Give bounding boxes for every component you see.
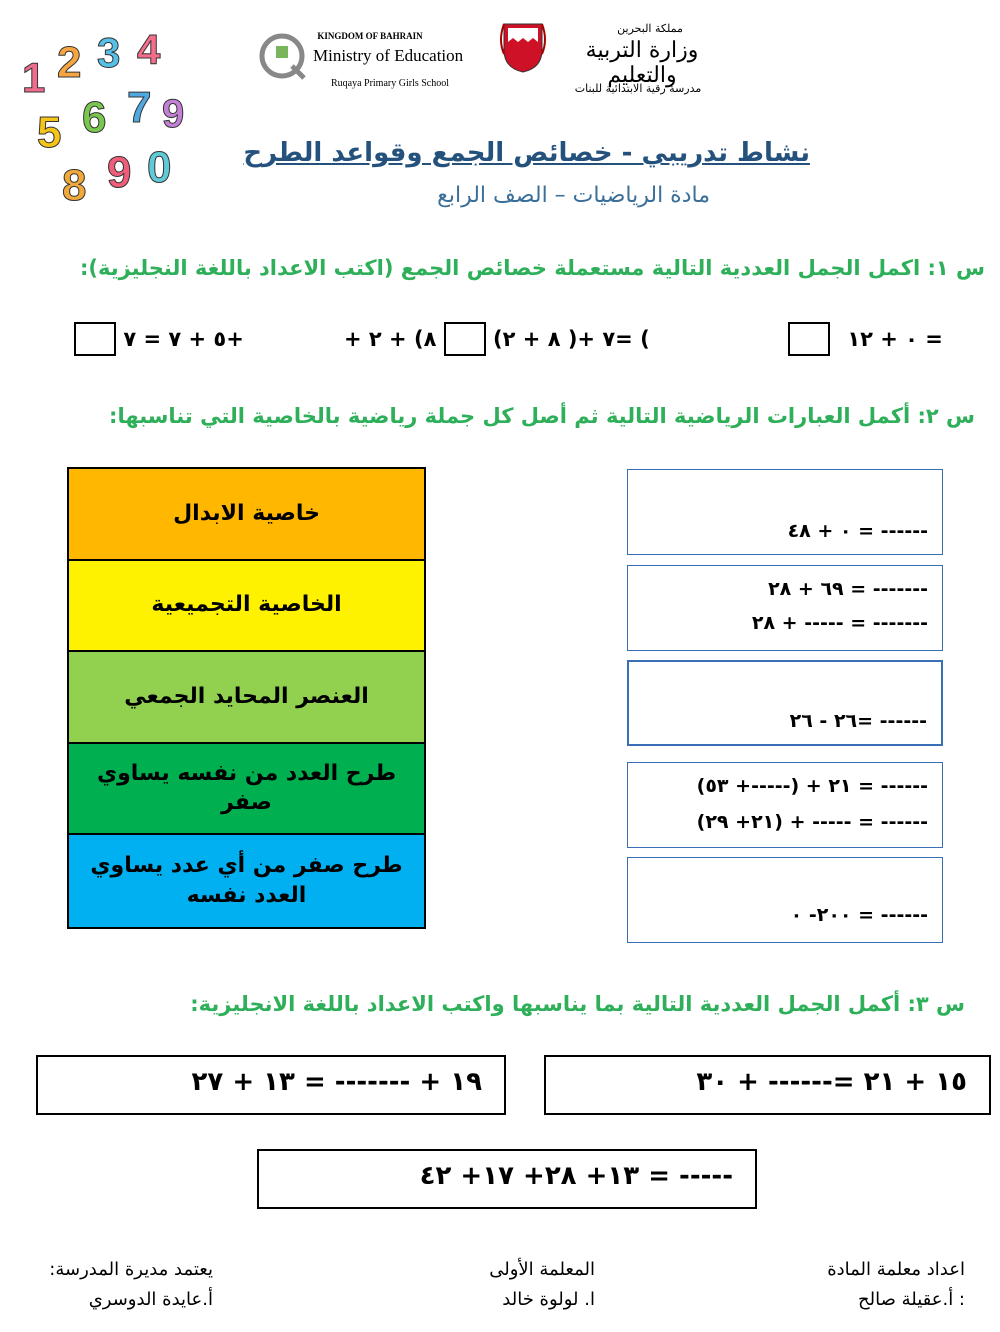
expression-line: ٠ + ٤٨ = ------ xyxy=(787,520,928,542)
expression-line: ٢٨ + ----- = ------- xyxy=(751,612,928,634)
art-digit: 9 xyxy=(107,148,132,197)
art-digit: 9 xyxy=(162,92,185,136)
q2-heading: س ٢: أكمل العبارات الرياضية التالية ثم أصل كل جملة رياضية بالخاصية التي تناسبها: xyxy=(109,404,975,428)
school-en: Ruqaya Primary Girls School xyxy=(330,78,450,89)
answer-box[interactable] xyxy=(74,322,116,356)
q3-eq-box[interactable] xyxy=(36,1055,506,1115)
signature-senior-teacher: المعلمة الأولى ا. لولوة خالد xyxy=(489,1259,595,1310)
q3-equation: ١٥ + ٢١ =------ + ٣٠ xyxy=(696,1067,967,1097)
ministry-en: Ministry of Education xyxy=(313,46,464,65)
properties-table xyxy=(67,467,426,929)
expression-box[interactable] xyxy=(627,660,943,746)
school-ar: مدرسة رقية الابتدائية للبنات xyxy=(574,82,702,95)
property-cell[interactable]: طرح العدد من نفسه يساوي صفر xyxy=(69,744,424,836)
q1-eq-right: ٠ + ١٢ = xyxy=(788,322,943,356)
q3-equation: ١٣+ ٢٨+ ١٧+ ٤٢ = ----- xyxy=(419,1161,733,1191)
answer-box[interactable] xyxy=(788,322,830,356)
art-digit: 8 xyxy=(62,161,87,210)
art-digit: 4 xyxy=(137,26,161,73)
expression-box[interactable] xyxy=(627,469,943,555)
property-cell[interactable]: خاصية الابدال xyxy=(69,469,424,561)
expression-box[interactable] xyxy=(627,565,943,651)
art-digit: 1 xyxy=(22,54,46,101)
kingdom-en: KINGDOM OF BAHRAIN xyxy=(317,31,423,41)
q1-eq-left: ٥ + ٧ = ٧+ xyxy=(74,322,244,356)
expression-line: ٢١ + (-----+ ٥٣) = ------ xyxy=(696,775,928,797)
art-digit: 5 xyxy=(37,108,62,157)
property-cell[interactable]: العنصر المحايد الجمعي xyxy=(69,652,424,744)
q3-eq-box[interactable] xyxy=(257,1149,757,1209)
q1-heading: س ١: اكمل الجمل العددية التالية مستعملة خصائص الجمع (اكتب الاعداد باللغة النجليزية): xyxy=(79,256,985,280)
kingdom-ar: مملكة البحرين xyxy=(617,22,683,35)
bahrain-emblem xyxy=(498,20,548,74)
art-digit: 0 xyxy=(147,143,172,192)
art-digit: 2 xyxy=(57,38,82,87)
expression-line: ٦٩ + ٢٨ = ------- xyxy=(768,578,928,600)
ministry-ar: وزارة التربية والتعليم xyxy=(585,38,699,88)
art-digit: 3 xyxy=(97,29,121,76)
art-digit: 7 xyxy=(127,83,152,132)
expression-line: ٢٦ - ٢٦= ------ xyxy=(789,710,927,732)
answer-box[interactable] xyxy=(444,322,486,356)
expression-line: ٢٠٠- ٠ = ------ xyxy=(790,904,928,926)
expression-line: (٢١+ ٢٩) + ----- = ------ xyxy=(696,811,928,833)
signature-principal: يعتمد مديرة المدرسة: أ.عايدة الدوسري xyxy=(49,1259,213,1310)
property-cell[interactable]: طرح صفر من أي عدد يساوي العدد نفسه xyxy=(69,835,424,927)
page-title: نشاط تدريبي - خصائص الجمع وقواعد الطرح xyxy=(243,138,810,168)
expression-box[interactable] xyxy=(627,857,943,943)
q3-heading: س ٣: أكمل الجمل العددية التالية بما يناسبها واكتب الاعداد باللغة الانجليزية: xyxy=(190,992,965,1016)
art-digit: 6 xyxy=(82,93,107,142)
property-cell[interactable]: الخاصية التجميعية xyxy=(69,561,424,653)
signature-subject-teacher: اعداد معلمة المادة : أ.عقيلة صالح xyxy=(827,1259,965,1310)
q1-eq-mid: + ٨) + ٢ ٧ +( ٨ + ٢)= ( xyxy=(344,322,650,356)
expression-box[interactable] xyxy=(627,762,943,848)
page-subtitle: مادة الرياضيات – الصف الرابع xyxy=(437,183,710,208)
q3-equation: ١٩ + ------- = ١٣ + ٢٧ xyxy=(191,1067,482,1097)
numbers-illustration xyxy=(12,22,202,212)
q3-eq-box[interactable] xyxy=(544,1055,991,1115)
